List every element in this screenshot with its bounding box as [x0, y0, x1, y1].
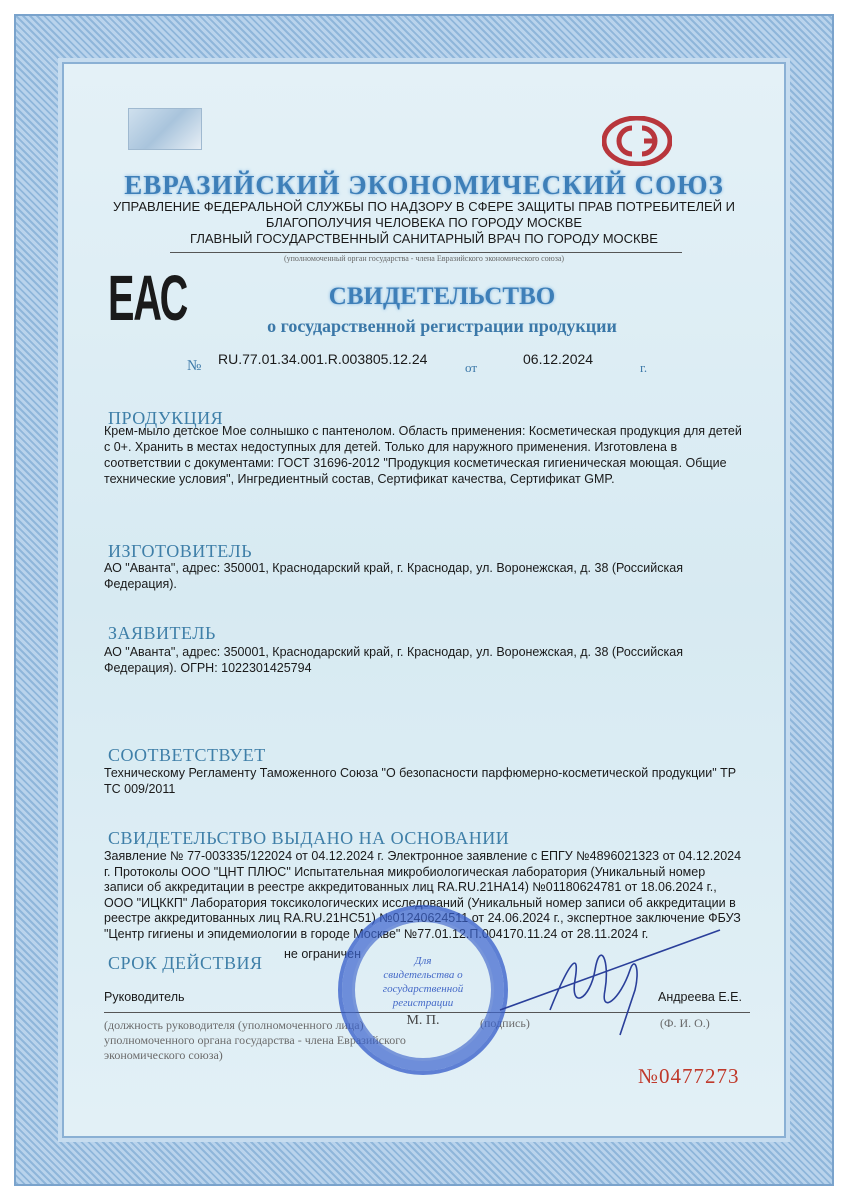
certificate-subtitle: о государственной регистрации продукции	[267, 316, 617, 336]
stamp-place-label: М. П.	[406, 1013, 440, 1028]
validity-heading: СРОК ДЕЙСТВИЯ	[108, 953, 263, 973]
registration-number: RU.77.01.34.001.R.003805.12.24	[218, 351, 428, 367]
authority-line: УПРАВЛЕНИЕ ФЕДЕРАЛЬНОЙ СЛУЖБЫ ПО НАДЗОРУ В СФЕРЕ ЗАЩИТЫ ПРАВ ПОТРЕБИТЕЛЕЙ И	[112, 199, 736, 214]
from-label: от	[465, 360, 478, 375]
registration-date: 06.12.2024	[523, 351, 594, 367]
certificate-title: СВИДЕТЕЛЬСТВО	[328, 283, 556, 310]
complies-text: Техническому Регламенту Таможенного Союза "О безопасности парфюмерно-косметической продукции" ТР ТС 009/2011	[104, 766, 737, 796]
authority-name	[62, 199, 786, 247]
authority-caption: (уполномоченный орган государства - члена Евразийского экономического союза)	[283, 254, 565, 263]
number-sign: №	[187, 358, 202, 374]
basis-heading: СВИДЕТЕЛЬСТВО ВЫДАНО НА ОСНОВАНИИ	[108, 828, 510, 848]
hologram-sticker	[128, 108, 202, 150]
position-caption: (должность руководителя (уполномоченного лица) уполномоченного органа государства - члена Евразийского экономического союза)	[104, 1018, 406, 1062]
manufacturer-heading: ИЗГОТОВИТЕЛЬ	[108, 541, 253, 561]
name-caption: (Ф. И. О.)	[660, 1016, 710, 1030]
validity-text: не ограничен	[284, 947, 361, 961]
serial-number: №0477273	[638, 1064, 740, 1088]
stamp-text: Для свидетельства о государственной регистрации	[382, 955, 464, 1009]
signature-icon	[480, 900, 740, 1040]
applicant-heading: ЗАЯВИТЕЛЬ	[108, 623, 216, 643]
authority-line: ГЛАВНЫЙ ГОСУДАРСТВЕННЫЙ САНИТАРНЫЙ ВРАЧ ПО ГОРОДУ МОСКВЕ	[190, 231, 658, 246]
complies-heading: СООТВЕТСТВУЕТ	[108, 745, 266, 765]
basis-text: Заявление № 77-003335/122024 от 04.12.2024 г. Электронное заявление с ЕПГУ №4896021323 от 04.12.2024 г. Протоколы ООО "ЦНТ ПЛЮС" Испытательная микробиологическая лаборатория (Уникальный номер записи об аккредитации в реестре аккредитованных лиц RA.RU.21НА14) №01180624781 от 18.06.2024 г., ООО "ИЦККП" Лаборатория токсикологических исследований (Уникальный номер записи об аккредитации в реестре аккредитованных лиц RA.RU.21НС51) №01240624511 от 24.06.2024 г., экспертное заключение ФБУЗ "Центр гигиены и эпидемиологии в городе Москве" №77.01.12.П.004170.11.24 от 28.11.2024 г.	[104, 849, 742, 941]
manufacturer-text: АО "Аванта", адрес: 350001, Краснодарский край, г. Краснодар, ул. Воронежская, д. 38 (Российская Федерация).	[104, 561, 683, 591]
eac-mark: ЕАС	[108, 262, 188, 334]
ce-logo	[602, 116, 672, 166]
signer-position: Руководитель	[104, 990, 185, 1004]
authority-line: БЛАГОПОЛУЧИЯ ЧЕЛОВЕКА ПО ГОРОДУ МОСКВЕ	[265, 215, 583, 230]
product-text: Крем-мыло детское Мое солнышко с пантенолом. Область применения: Косметическая продукция для детей с 0+. Хранить в местах недоступных для детей. Только для наружного применения. Изготовлена в соответствии с документами: ГОСТ 31696-2012 "Продукция косметическая гигиеническая моющая. Общие технические условия", Ингредиентный состав, Сертификат качества, Сертификат GMP.	[104, 424, 742, 486]
applicant-text: АО "Аванта", адрес: 350001, Краснодарский край, г. Краснодар, ул. Воронежская, д. 38 (Российская Федерация). ОГРН: 1022301425794	[104, 645, 683, 675]
year-suffix: г.	[640, 360, 648, 375]
product-heading: ПРОДУКЦИЯ	[108, 408, 224, 428]
divider	[170, 252, 682, 253]
signer-name: Андреева Е.Е.	[658, 990, 742, 1004]
union-title: ЕВРАЗИЙСКИЙ ЭКОНОМИЧЕСКИЙ СОЮЗ	[124, 170, 724, 200]
signature-caption: (подпись)	[480, 1016, 530, 1030]
